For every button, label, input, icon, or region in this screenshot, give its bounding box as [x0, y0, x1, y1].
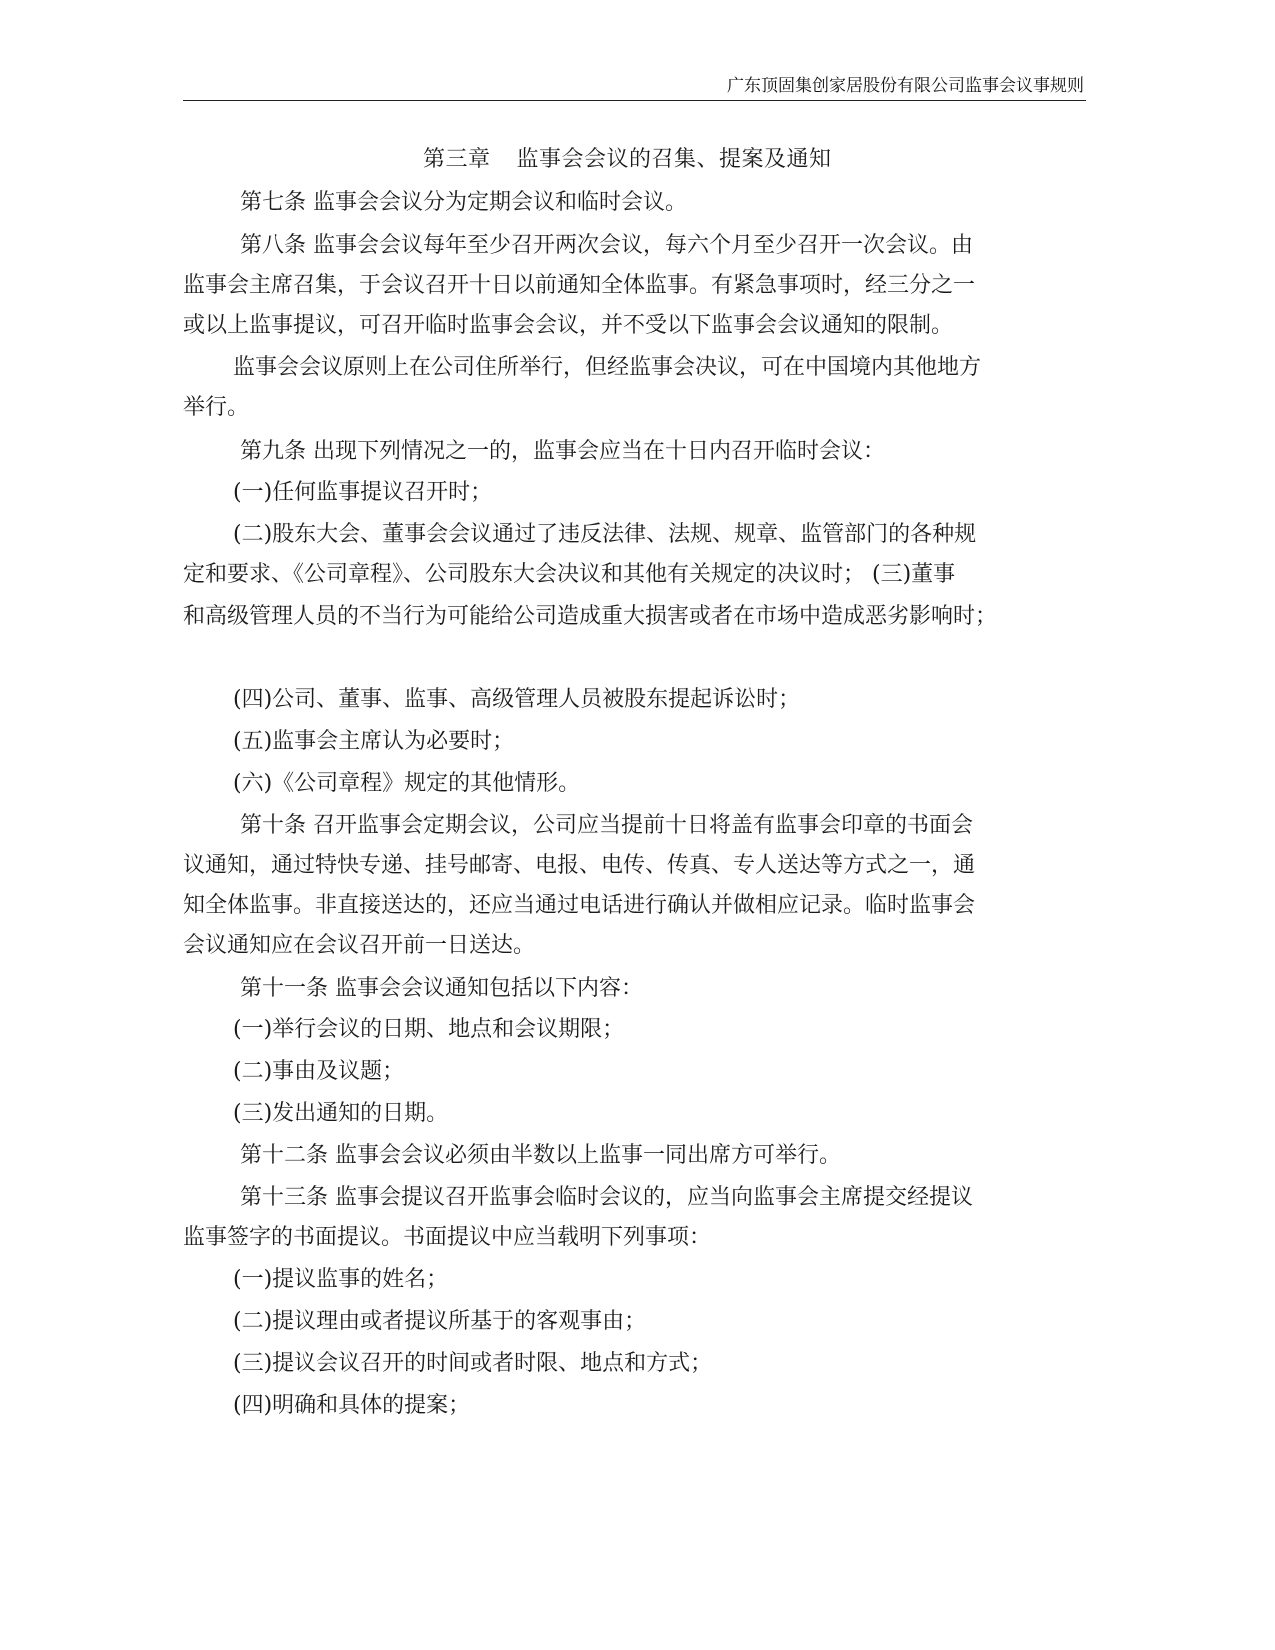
paragraph-location-line-1: 监事会会议原则上在公司住所举行，但经监事会决议，可在中国境内其他地方 — [233, 355, 982, 380]
list-item: (二)事由及议题； — [233, 1059, 405, 1084]
list-item: (一)提议监事的姓名； — [233, 1267, 449, 1292]
page-header — [183, 76, 1086, 101]
list-item: (四)明确和具体的提案； — [233, 1393, 471, 1418]
article-10-line-1: 第十条 召开监事会定期会议，公司应当提前十日将盖有监事会印章的书面会 — [240, 813, 973, 838]
list-item-continued: 和高级管理人员的不当行为可能给公司造成重大损害或者在市场中造成恶劣影响时； — [183, 604, 998, 629]
article-8-line-3: 或以上监事提议，可召开临时监事会会议，并不受以下监事会会议通知的限制。 — [183, 313, 954, 338]
list-item: (一)任何监事提议召开时； — [233, 480, 493, 505]
list-item: (二)股东大会、董事会会议通过了违反法律、法规、规章、监管部门的各种规 — [233, 522, 977, 547]
article-11: 第十一条 监事会会议通知包括以下内容： — [240, 976, 643, 1001]
article-13-line-1: 第十三条 监事会提议召开监事会临时会议的，应当向监事会主席提交经提议 — [240, 1185, 973, 1210]
list-item: (四)公司、董事、监事、高级管理人员被股东提起诉讼时； — [233, 687, 801, 712]
article-10-line-2: 议通知，通过特快专递、挂号邮寄、电报、电传、传真、专人送达等方式之一，通 — [183, 853, 976, 878]
article-7: 第七条 监事会会议分为定期会议和临时会议。 — [240, 190, 687, 215]
list-item: (三)提议会议召开的时间或者时限、地点和方式； — [233, 1351, 713, 1376]
document-title: 广东顶固集创家居股份有限公司监事会议事规则 — [727, 76, 1084, 96]
list-item: (二)提议理由或者提议所基于的客观事由； — [233, 1309, 647, 1334]
article-9: 第九条 出现下列情况之一的，监事会应当在十日内召开临时会议： — [240, 439, 885, 464]
list-item: (一)举行会议的日期、地点和会议期限； — [233, 1017, 625, 1042]
list-item: (六)《公司章程》规定的其他情形。 — [233, 771, 581, 796]
article-8-line-1: 第八条 监事会会议每年至少召开两次会议，每六个月至少召开一次会议。由 — [240, 233, 973, 258]
list-item-continued: 定和要求、《公司章程》、公司股东大会决议和其他有关规定的决议时； (三)董事 — [183, 562, 956, 587]
article-8-line-2: 监事会主席召集，于会议召开十日以前通知全体监事。有紧急事项时，经三分之一 — [183, 273, 976, 298]
article-10-line-4: 会议通知应在会议召开前一日送达。 — [183, 933, 536, 958]
article-13-line-2: 监事签字的书面提议。书面提议中应当载明下列事项： — [183, 1225, 712, 1250]
list-item: (三)发出通知的日期。 — [233, 1101, 449, 1126]
article-12: 第十二条 监事会会议必须由半数以上监事一同出席方可举行。 — [240, 1143, 841, 1168]
paragraph-location-line-2: 举行。 — [183, 395, 250, 420]
list-item: (五)监事会主席认为必要时； — [233, 729, 515, 754]
chapter-title: 监事会会议的召集、提案及通知 — [516, 147, 832, 172]
chapter-heading — [423, 146, 832, 174]
article-10-line-3: 知全体监事。非直接送达的，还应当通过电话进行确认并做相应记录。临时监事会 — [183, 893, 976, 918]
chapter-number: 第三章 — [423, 147, 491, 172]
